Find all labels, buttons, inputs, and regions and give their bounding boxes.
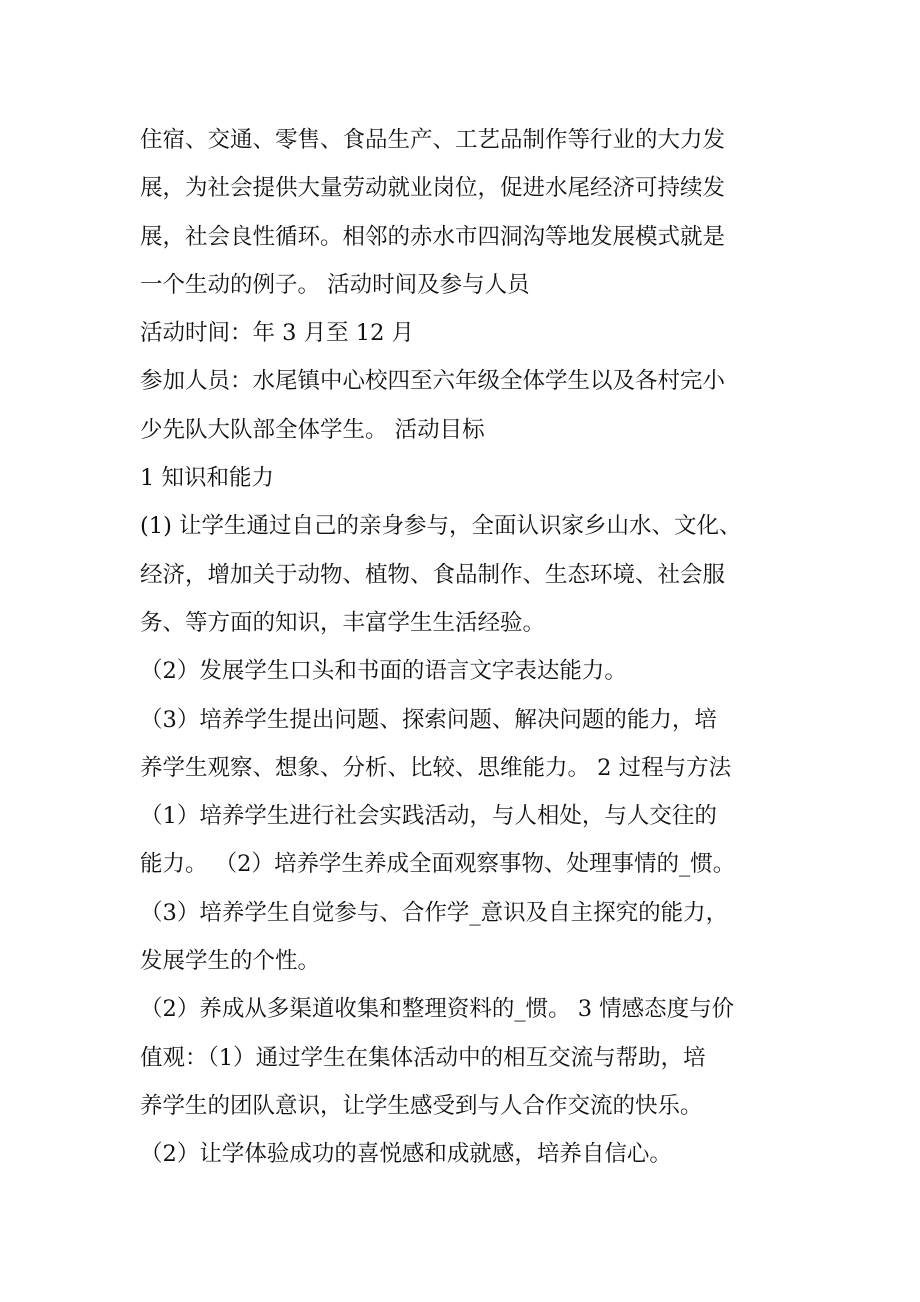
text-line-15: （1）培养学生进行社会实践活动，与人相处，与人交往的 xyxy=(140,803,717,830)
text-line-17: （3）培养学生自觉参与、合作学_意识及自主探究的能力， xyxy=(140,899,729,926)
text-line-10: 经济，增加关于动物、植物、食品制作、生态环境、社会服 xyxy=(140,561,726,588)
document-body xyxy=(140,116,805,1179)
text-line-4: 一个生动的例子。 活动时间及参与人员 xyxy=(140,271,530,298)
text-line-12: （2）发展学生口头和书面的语言文字表达能力。 xyxy=(140,658,627,685)
text-line-22: （2）让学体验成功的喜悦感和成就感，培养自信心。 xyxy=(140,1141,672,1168)
text-line-7: 少先队大队部全体学生。 活动目标 xyxy=(140,416,485,443)
text-line-2: 展，为社会提供大量劳动就业岗位，促进水尾经济可持续发 xyxy=(140,175,726,202)
text-line-9: (1) 让学生通过自己的亲身参与，全面认识家乡山水、文化、 xyxy=(140,513,742,540)
text-line-13: （3）培养学生提出问题、探索问题、解决问题的能力，培 xyxy=(140,706,717,733)
text-line-21: 养学生的团队意识，让学生感受到与人合作交流的快乐。 xyxy=(140,1092,703,1119)
text-line-6: 参加人员：水尾镇中心校四至六年级全体学生以及各村完小 xyxy=(140,368,726,395)
text-line-19: （2）养成从多渠道收集和整理资料的_惯。 3 情感态度与价 xyxy=(140,996,735,1023)
text-line-1: 住宿、交通、零售、食品生产、工艺品制作等行业的大力发 xyxy=(140,127,726,153)
text-line-18: 发展学生的个性。 xyxy=(140,948,321,975)
text-line-11: 务、等方面的知识，丰富学生生活经验。 xyxy=(140,609,546,636)
text-line-3: 展，社会良性循环。相邻的赤水市四洞沟等地发展模式就是 xyxy=(140,223,726,250)
text-line-20: 值观：（1）通过学生在集体活动中的相互交流与帮助，培 xyxy=(140,1044,706,1071)
text-line-14: 养学生观察、想象、分析、比较、思维能力。 2 过程与方法 xyxy=(140,754,732,781)
text-line-5: 活动时间：年 3 月至 12 月 xyxy=(140,320,415,347)
text-line-8: 1 知识和能力 xyxy=(140,465,274,492)
text-line-16: 能力。 （2）培养学生养成全面观察事物、处理事情的_惯。 xyxy=(140,851,736,878)
